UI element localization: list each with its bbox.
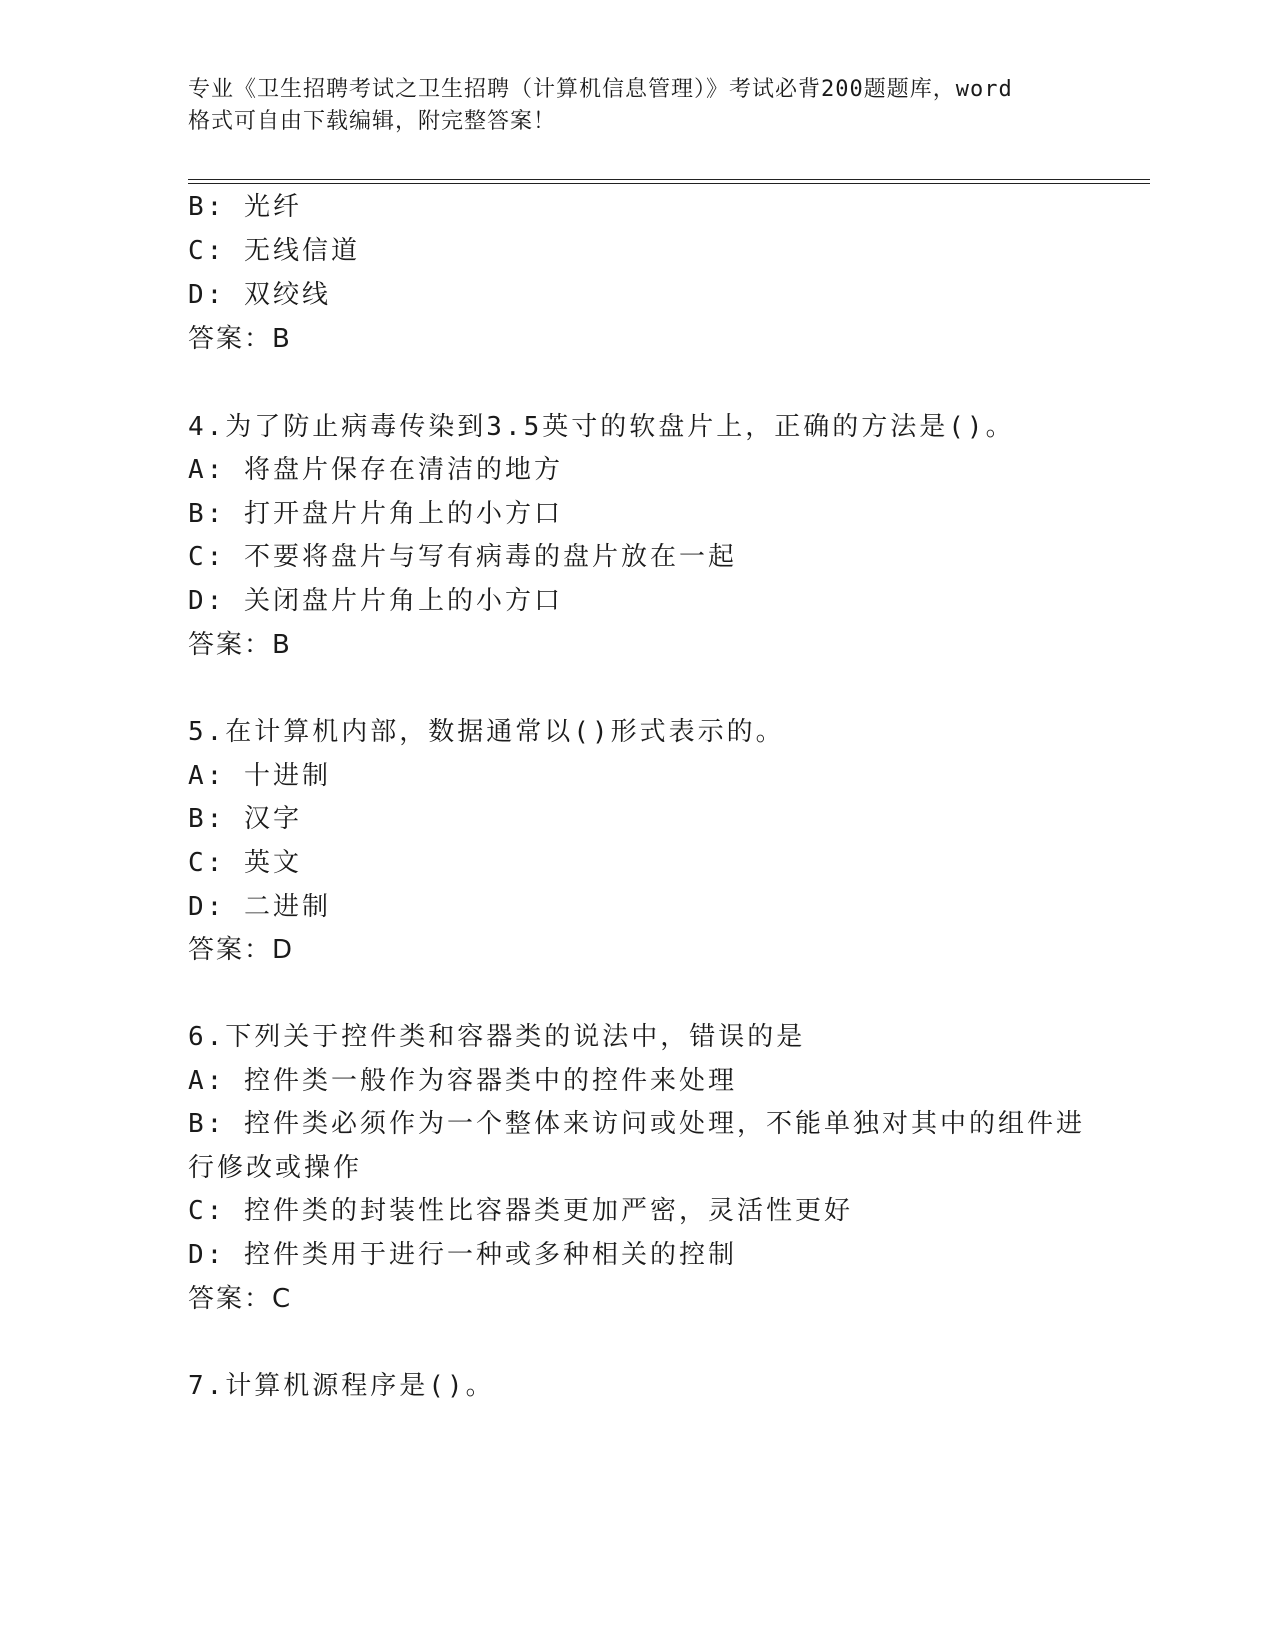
header-line-1: 专业《卫生招聘考试之卫生招聘（计算机信息管理）》考试必背200题题库，word (188, 77, 1013, 102)
q4-option-a: A: 将盘片保存在清洁的地方 (188, 455, 563, 485)
header-divider-bottom (188, 183, 1150, 184)
q6-option-c: C: 控件类的封装性比容器类更加严密，灵活性更好 (188, 1196, 853, 1226)
q4-stem: 4.为了防止病毒传染到3.5英寸的软盘片上，正确的方法是()。 (188, 412, 1015, 442)
q4-answer: 答案：B (188, 630, 292, 660)
q5-answer: 答案：D (188, 935, 295, 965)
q4-option-c: C: 不要将盘片与写有病毒的盘片放在一起 (188, 542, 737, 572)
q6-option-b-line-2: 行修改或操作 (188, 1153, 363, 1183)
q4-option-b: B: 打开盘片片角上的小方口 (188, 499, 563, 529)
q5-option-b: B: 汉字 (188, 804, 302, 834)
q5-option-c: C: 英文 (188, 848, 302, 878)
q6-answer: 答案：C (188, 1284, 293, 1314)
q5-option-d: D: 二进制 (188, 892, 331, 922)
q6-option-d: D: 控件类用于进行一种或多种相关的控制 (188, 1240, 737, 1270)
q3-option-d: D: 双绞线 (188, 280, 331, 310)
q5-stem: 5.在计算机内部，数据通常以()形式表示的。 (188, 717, 785, 747)
q6-option-b-line-1: B: 控件类必须作为一个整体来访问或处理，不能单独对其中的组件进 (188, 1109, 1085, 1139)
q4-option-d: D: 关闭盘片片角上的小方口 (188, 586, 563, 616)
q5-option-a: A: 十进制 (188, 761, 331, 791)
q3-option-c: C: 无线信道 (188, 236, 360, 266)
q3-option-b: B: 光纤 (188, 192, 302, 222)
document-header (188, 74, 1088, 138)
q6-option-a: A: 控件类一般作为容器类中的控件来处理 (188, 1066, 737, 1096)
q6-stem: 6.下列关于控件类和容器类的说法中，错误的是 (188, 1022, 806, 1052)
header-line-2: 格式可自由下载编辑，附完整答案！ (188, 109, 557, 134)
header-divider-top (188, 179, 1150, 180)
q7-stem: 7.计算机源程序是()。 (188, 1371, 495, 1401)
q3-answer: 答案：B (188, 324, 292, 354)
